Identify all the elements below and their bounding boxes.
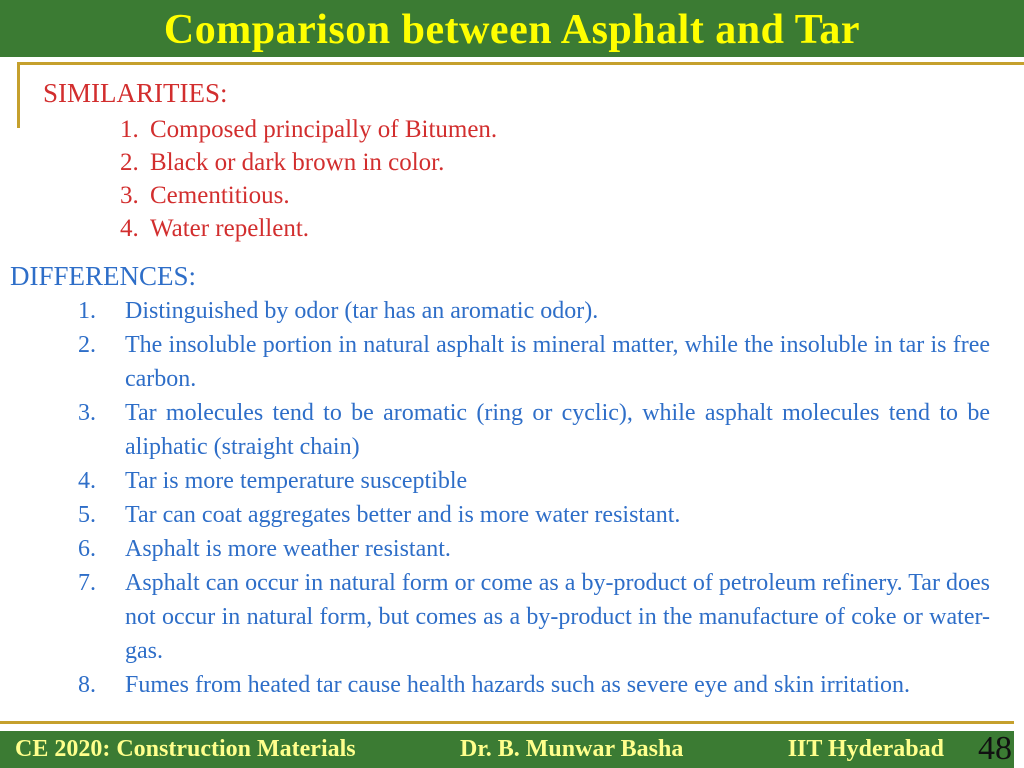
list-item-number: 4. [78, 468, 96, 494]
list-item [0, 464, 1024, 498]
list-item-text: Distinguished by odor (tar has an aromatic odor). [125, 298, 599, 324]
list-item-text: Tar molecules tend to be aromatic (ring or cyclic), while asphalt molecules tend to be aliphatic (straight chain) [125, 400, 990, 460]
page-number: 48 [978, 730, 1012, 767]
list-item [0, 498, 1024, 532]
list-item-number: 1. [120, 116, 139, 143]
list-item [0, 566, 1024, 668]
list-item-number: 2. [78, 332, 96, 358]
list-item [0, 113, 1024, 146]
slide-title: Comparison between Asphalt and Tar [163, 6, 861, 53]
list-item-text: Fumes from heated tar cause health hazards such as severe eye and skin irritation. [125, 672, 911, 698]
list-item-number: 7. [78, 570, 96, 596]
list-item-text: Tar is more temperature susceptible [125, 468, 468, 494]
footer-author-label: Dr. B. Munwar Basha [459, 736, 684, 762]
list-item [0, 668, 1024, 702]
title-bar [0, 0, 1024, 57]
list-item-number: 5. [78, 502, 96, 528]
list-item-number: 2. [120, 149, 139, 176]
list-item [0, 179, 1024, 212]
list-item-text: The insoluble portion in natural asphalt is mineral matter, while the insoluble in tar is free carbon. [125, 332, 990, 392]
list-item-text: Asphalt is more weather resistant. [125, 536, 451, 562]
list-item-number: 8. [78, 672, 96, 698]
list-item-text: Composed principally of Bitumen. [150, 116, 498, 143]
differences-heading: DIFFERENCES: [10, 261, 197, 291]
differences-list [0, 294, 1024, 702]
list-item [0, 532, 1024, 566]
list-item-number: 1. [78, 298, 96, 324]
list-item-number: 6. [78, 536, 96, 562]
similarities-heading: SIMILARITIES: [43, 78, 228, 108]
list-item-text: Tar can coat aggregates better and is more water resistant. [125, 502, 681, 528]
list-item-number: 3. [78, 400, 96, 426]
list-item-number: 4. [120, 215, 139, 242]
list-item-text: Black or dark brown in color. [150, 149, 445, 176]
list-item [0, 146, 1024, 179]
gold-frame-bottom-line [0, 721, 1014, 724]
list-item-text: Cementitious. [150, 182, 290, 209]
footer-course-label: CE 2020: Construction Materials [15, 736, 356, 762]
list-item-number: 3. [120, 182, 139, 209]
list-item-text: Water repellent. [150, 215, 310, 242]
similarities-list [0, 113, 1024, 245]
list-item [0, 328, 1024, 396]
slide-body [0, 70, 1024, 702]
footer-institute-label: IIT Hyderabad [787, 736, 944, 762]
list-item [0, 212, 1024, 245]
footer-bar [0, 731, 1014, 768]
gold-frame-top-line [17, 62, 1024, 65]
list-item [0, 294, 1024, 328]
list-item-text: Asphalt can occur in natural form or come as a by-product of petroleum refinery. Tar does not occur in natural form, but comes as a by-product in the manufacture of coke or water-gas. [125, 570, 990, 664]
list-item [0, 396, 1024, 464]
